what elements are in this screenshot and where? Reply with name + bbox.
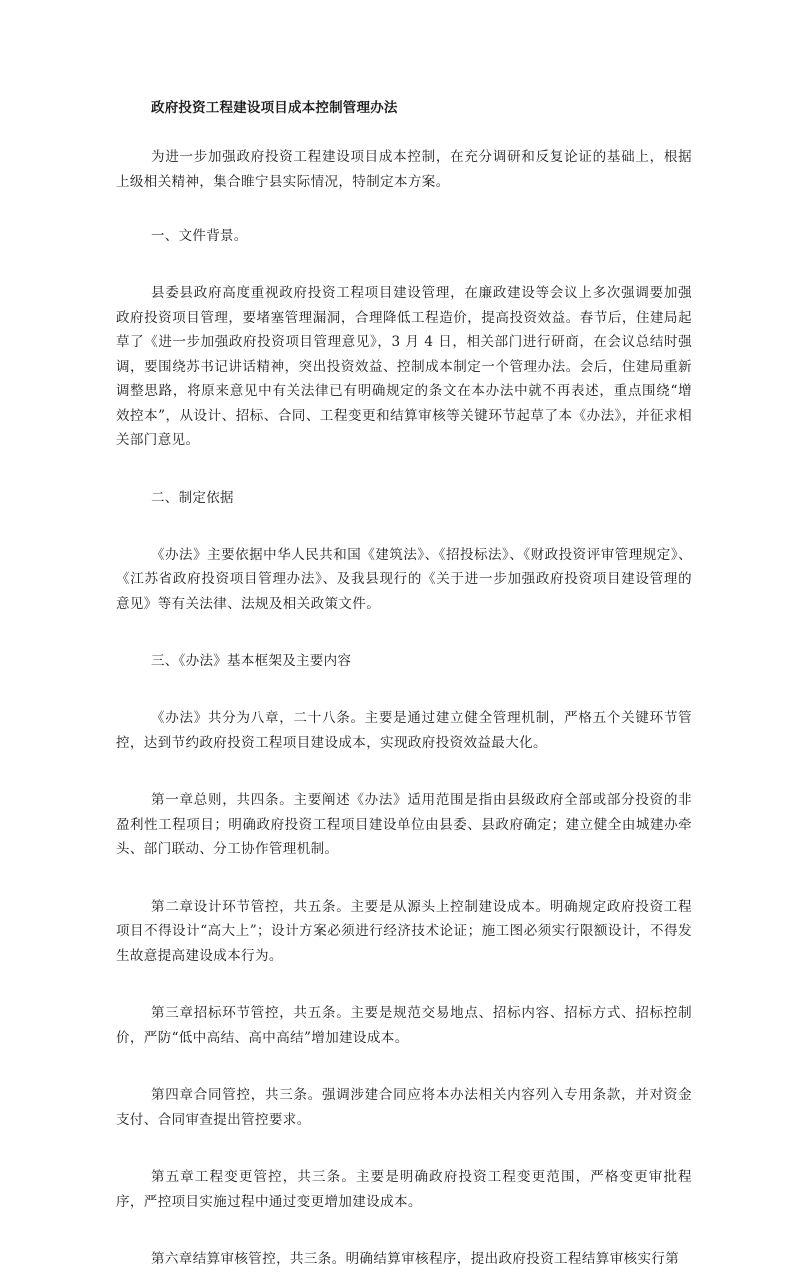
chapter-paragraph-1: 第一章总则，共四条。主要阐述《办法》适用范围是指由县级政府全部或部分投资的非盈利性工程项目；明确政府投资工程项目建设单位由县委、县政府确定；建立健全由城建办牵头、部门联动、分工协作管理机制。: [116, 792, 692, 857]
document-title: 政府投资工程建设项目成本控制管理办法: [151, 100, 398, 116]
chapter-paragraph-5: 第五章工程变更管控，共三条。主要是明确政府投资工程变更范围，严格变更审批程序，严控项目实施过程中通过变更增加建设成本。: [116, 1169, 692, 1210]
section-heading-framework: 三、《办法》基本框架及主要内容: [151, 653, 352, 669]
intro-paragraph: 为进一步加强政府投资工程建设项目成本控制，在充分调研和反复论证的基础上，根据上级相关精神，集合睢宁县实际情况，特制定本方案。: [116, 149, 692, 190]
section-heading-basis: 二、制定依据: [151, 489, 234, 506]
chapter-paragraph-6: 第六章结算审核管控，共三条。明确结算审核程序，提出政府投资工程结算审核实行第: [151, 1251, 680, 1267]
section-body-background: 县委县政府高度重视政府投资工程项目建设管理，在廉政建设等会议上多次强调要加强政府投资项目管理，要堵塞管理漏洞，合理降低工程造价，提高投资效益。春节后，住建局起草了《进一步加强政府投资项目管理意见》，3 月 4 日，相关部门进行研商，在会议总结时强调，要围绕苏书记讲话精神，突出投资效益、控制成本制定一个管理办法。会后，住建局重新调整思路，将原来意见中有关法律已有明确规定的条文在本办法中就不再表述，重点围绕“增效控本”，从设计、招标、合同、工程变更和结算审核等关键环节起草了本《办法》，并征求相关部门意见。: [116, 285, 692, 448]
section-heading-background: 一、文件背景。: [151, 228, 248, 244]
chapter-paragraph-2: 第二章设计环节管控，共五条。主要是从源头上控制建设成本。明确规定政府投资工程项目不得设计“高大上”；设计方案必须进行经济技术论证；施工图必须实行限额设计，不得发生故意提高建设成本行为。: [116, 898, 692, 964]
chapter-paragraph-4: 第四章合同管控，共三条。强调涉建合同应将本办法相关内容列入专用条款，并对资金支付、合同审查提出管控要求。: [116, 1087, 692, 1128]
section-body-framework: 《办法》共分为八章，二十八条。主要是通过建立健全管理机制，严格五个关键环节管控，达到节约政府投资工程项目建设成本，实现政府投资效益最大化。: [116, 710, 692, 751]
section-body-basis: 《办法》主要依据中华人民共和国《建筑法》、《招投标法》、《财政投资评审管理规定》、《江苏省政府投资项目管理办法》、及我县现行的《关于进一步加强政府投资项目建设管理的意见》等有关法律、法规及相关政策文件。: [116, 546, 692, 612]
chapter-paragraph-3: 第三章招标环节管控，共五条。主要是规范交易地点、招标内容、招标方式、招标控制价，严防“低中高结、高中高结”增加建设成本。: [116, 1005, 692, 1046]
